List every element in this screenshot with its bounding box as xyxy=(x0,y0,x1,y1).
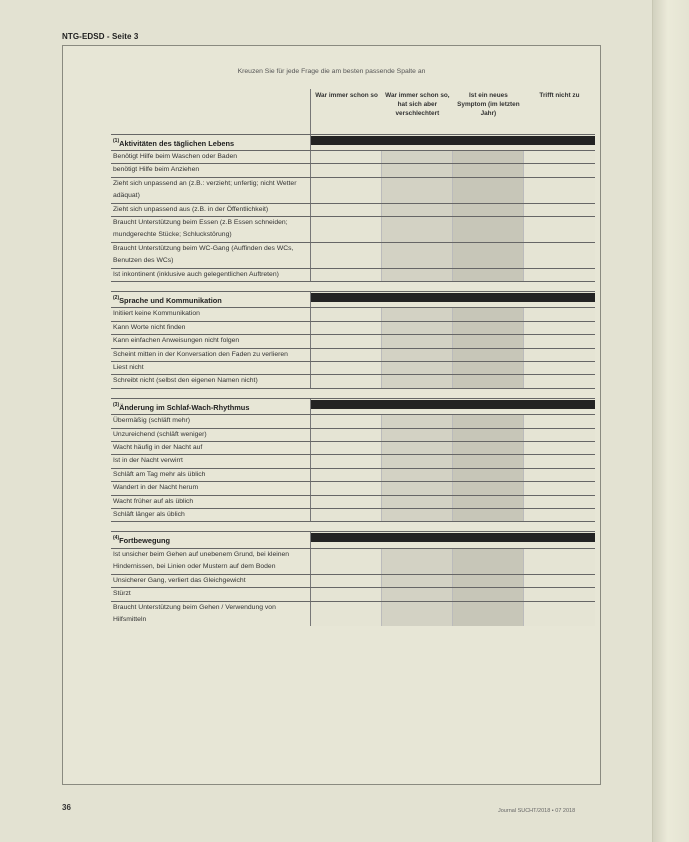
answer-cell-na[interactable] xyxy=(524,548,595,574)
item-label: Kann Worte nicht finden xyxy=(111,321,311,334)
answer-cell-new[interactable] xyxy=(453,442,524,455)
item-label: Zieht sich unpassend an (z.B.: verzieht; unfertig; nicht Wetter adäquat) xyxy=(111,177,311,203)
answer-cell-na[interactable] xyxy=(524,203,595,216)
answer-cell-na[interactable] xyxy=(524,442,595,455)
answer-cell-worsened[interactable] xyxy=(382,495,453,508)
answer-cell-na[interactable] xyxy=(524,601,595,626)
table-row xyxy=(111,177,595,203)
answer-cell-worsened[interactable] xyxy=(382,268,453,281)
answer-cell-worsened[interactable] xyxy=(382,482,453,495)
instruction-text: Kreuzen Sie für jede Frage die am besten passende Spalte an xyxy=(237,68,426,75)
item-label: benötigt Hilfe beim Anziehen xyxy=(111,164,311,177)
answer-cell-na[interactable] xyxy=(524,428,595,441)
answer-cell-worsened[interactable] xyxy=(382,164,453,177)
answer-cell-new[interactable] xyxy=(453,268,524,281)
table-row xyxy=(111,442,595,455)
answer-cell-worsened[interactable] xyxy=(382,216,453,242)
table-row xyxy=(111,548,595,574)
table-row xyxy=(111,482,595,495)
table-row xyxy=(111,348,595,361)
table-row xyxy=(111,335,595,348)
answer-cell-always[interactable] xyxy=(311,415,382,428)
section-title: $^{(1)}$Aktivitäten des täglichen Lebens xyxy=(111,134,311,150)
answer-cell-always[interactable] xyxy=(311,335,382,348)
table-row xyxy=(111,495,595,508)
table-row xyxy=(111,588,595,601)
answer-cell-always[interactable] xyxy=(311,482,382,495)
column-header-new-symptom: Ist ein neues Symptom (im letzten Jahr) xyxy=(453,89,524,134)
page-number: 36 xyxy=(62,803,71,812)
column-header-always: War immer schon so xyxy=(311,89,382,134)
page-fold-edge xyxy=(652,0,689,842)
answer-cell-worsened[interactable] xyxy=(382,375,453,388)
answer-cell-na[interactable] xyxy=(524,495,595,508)
answer-cell-new[interactable] xyxy=(453,601,524,626)
table-row xyxy=(111,415,595,428)
section-title: $^{(2)}$Sprache und Kommunikation xyxy=(111,291,311,307)
answer-cell-new[interactable] xyxy=(453,150,524,163)
item-label: Ist unsicher beim Gehen auf unebenem Grund, bei kleinen Hindernissen, bei Linien oder Mustern auf dem Boden xyxy=(111,548,311,574)
item-label: Braucht Unterstützung beim WC-Gang (Auffinden des WCs, Benutzen des WCs) xyxy=(111,242,311,268)
answer-cell-worsened[interactable] xyxy=(382,321,453,334)
answer-cell-worsened[interactable] xyxy=(382,335,453,348)
item-label: Scheint mitten in der Konversation den Faden zu verlieren xyxy=(111,348,311,361)
item-label: Wacht häufig in der Nacht auf xyxy=(111,442,311,455)
item-label: Stürzt xyxy=(111,588,311,601)
answer-cell-new[interactable] xyxy=(453,574,524,587)
answer-cell-na[interactable] xyxy=(524,375,595,388)
answer-cell-na[interactable] xyxy=(524,242,595,268)
answer-cell-na[interactable] xyxy=(524,216,595,242)
table-row xyxy=(111,468,595,481)
answer-cell-worsened[interactable] xyxy=(382,601,453,626)
item-label: Ist inkontinent (inklusive auch gelegentlichen Auftreten) xyxy=(111,268,311,281)
answer-cell-worsened[interactable] xyxy=(382,150,453,163)
header-empty-cell xyxy=(111,89,311,134)
table-row xyxy=(111,150,595,163)
section-header-row xyxy=(111,134,595,150)
table-row xyxy=(111,509,595,522)
answer-cell-new[interactable] xyxy=(453,509,524,522)
answer-cell-na[interactable] xyxy=(524,415,595,428)
item-label: Unsicherer Gang, verliert das Gleichgewicht xyxy=(111,574,311,587)
item-label: Liest nicht xyxy=(111,362,311,375)
answer-cell-na[interactable] xyxy=(524,150,595,163)
answer-cell-worsened[interactable] xyxy=(382,574,453,587)
table-header-row xyxy=(111,89,595,134)
answer-cell-always[interactable] xyxy=(311,308,382,321)
answer-cell-new[interactable] xyxy=(453,455,524,468)
answer-cell-na[interactable] xyxy=(524,482,595,495)
answer-cell-always[interactable] xyxy=(311,177,382,203)
item-label: Unzureichend (schläft weniger) xyxy=(111,428,311,441)
answer-cell-worsened[interactable] xyxy=(382,442,453,455)
table-row xyxy=(111,308,595,321)
answer-cell-always[interactable] xyxy=(311,216,382,242)
answer-cell-na[interactable] xyxy=(524,588,595,601)
answer-cell-always[interactable] xyxy=(311,442,382,455)
answer-cell-new[interactable] xyxy=(453,203,524,216)
table-row xyxy=(111,321,595,334)
answer-cell-always[interactable] xyxy=(311,495,382,508)
answer-cell-new[interactable] xyxy=(453,242,524,268)
column-header-not-applicable: Trifft nicht zu xyxy=(524,89,595,134)
item-label: Braucht Unterstützung beim Essen (z.B Essen schneiden; mundgerechte Stücke; Schluckstörung) xyxy=(111,216,311,242)
section-bar xyxy=(311,291,595,307)
table-row xyxy=(111,203,595,216)
answer-cell-worsened[interactable] xyxy=(382,177,453,203)
item-label: Wacht früher auf als üblich xyxy=(111,495,311,508)
answer-cell-always[interactable] xyxy=(311,588,382,601)
item-label: Schläft länger als üblich xyxy=(111,509,311,522)
section-bar xyxy=(311,134,595,150)
answer-cell-na[interactable] xyxy=(524,335,595,348)
item-label: Schreibt nicht (selbst den eigenen Namen nicht) xyxy=(111,375,311,388)
answer-cell-always[interactable] xyxy=(311,574,382,587)
answer-cell-worsened[interactable] xyxy=(382,588,453,601)
answer-cell-new[interactable] xyxy=(453,216,524,242)
section-bar xyxy=(311,398,595,414)
section-title: $^{(3)}$Änderung im Schlaf-Wach-Rhythmus xyxy=(111,398,311,414)
answer-cell-worsened[interactable] xyxy=(382,242,453,268)
table-row xyxy=(111,574,595,587)
answer-cell-always[interactable] xyxy=(311,428,382,441)
answer-cell-na[interactable] xyxy=(524,321,595,334)
answer-cell-new[interactable] xyxy=(453,177,524,203)
answer-cell-new[interactable] xyxy=(453,428,524,441)
answer-cell-worsened[interactable] xyxy=(382,548,453,574)
answer-cell-always[interactable] xyxy=(311,242,382,268)
answer-cell-new[interactable] xyxy=(453,164,524,177)
table-row xyxy=(111,362,595,375)
answer-cell-na[interactable] xyxy=(524,268,595,281)
table-row xyxy=(111,375,595,388)
answer-cell-new[interactable] xyxy=(453,482,524,495)
answer-cell-new[interactable] xyxy=(453,308,524,321)
item-label: Initiiert keine Kommunikation xyxy=(111,308,311,321)
item-label: Ist in der Nacht verwirrt xyxy=(111,455,311,468)
answer-cell-na[interactable] xyxy=(524,308,595,321)
answer-cell-new[interactable] xyxy=(453,588,524,601)
answer-cell-always[interactable] xyxy=(311,164,382,177)
answer-cell-new[interactable] xyxy=(453,321,524,334)
table-row xyxy=(111,455,595,468)
table-row xyxy=(111,164,595,177)
table-row xyxy=(111,268,595,281)
answer-cell-always[interactable] xyxy=(311,509,382,522)
spacer-row xyxy=(111,522,595,532)
answer-cell-always[interactable] xyxy=(311,150,382,163)
table-row xyxy=(111,242,595,268)
answer-cell-always[interactable] xyxy=(311,268,382,281)
answer-cell-worsened[interactable] xyxy=(382,509,453,522)
section-header-row xyxy=(111,291,595,307)
answer-cell-na[interactable] xyxy=(524,455,595,468)
section-header-row xyxy=(111,532,595,548)
answer-cell-new[interactable] xyxy=(453,375,524,388)
journal-reference: Journal SUCHT/2018 • 07 2018 xyxy=(498,808,576,814)
table-row xyxy=(111,428,595,441)
answer-cell-na[interactable] xyxy=(524,468,595,481)
page-header: NTG-EDSD - Seite 3 xyxy=(62,32,139,41)
answer-cell-new[interactable] xyxy=(453,468,524,481)
answer-cell-new[interactable] xyxy=(453,362,524,375)
answer-cell-worsened[interactable] xyxy=(382,308,453,321)
table-row xyxy=(111,601,595,626)
table-row xyxy=(111,216,595,242)
answer-cell-na[interactable] xyxy=(524,509,595,522)
section-title: $^{(4)}$Fortbewegung xyxy=(111,532,311,548)
spacer-row xyxy=(111,281,595,291)
answer-cell-worsened[interactable] xyxy=(382,203,453,216)
answer-cell-worsened[interactable] xyxy=(382,455,453,468)
answer-cell-always[interactable] xyxy=(311,375,382,388)
answer-cell-new[interactable] xyxy=(453,348,524,361)
answer-cell-always[interactable] xyxy=(311,321,382,334)
answer-cell-new[interactable] xyxy=(453,415,524,428)
item-label: Benötigt Hilfe beim Waschen oder Baden xyxy=(111,150,311,163)
answer-cell-always[interactable] xyxy=(311,362,382,375)
answer-cell-na[interactable] xyxy=(524,348,595,361)
spacer-row xyxy=(111,388,595,398)
answer-cell-always[interactable] xyxy=(311,348,382,361)
answer-cell-always[interactable] xyxy=(311,601,382,626)
item-label: Zieht sich unpassend aus (z.B. in der Öffentlichkeit) xyxy=(111,203,311,216)
answer-cell-new[interactable] xyxy=(453,495,524,508)
answer-cell-new[interactable] xyxy=(453,548,524,574)
questionnaire-table xyxy=(111,89,595,626)
answer-cell-always[interactable] xyxy=(311,203,382,216)
answer-cell-na[interactable] xyxy=(524,574,595,587)
answer-cell-worsened[interactable] xyxy=(382,468,453,481)
questionnaire-frame xyxy=(62,45,601,785)
answer-cell-worsened[interactable] xyxy=(382,415,453,428)
answer-cell-worsened[interactable] xyxy=(382,428,453,441)
answer-cell-worsened[interactable] xyxy=(382,362,453,375)
item-label: Wandert in der Nacht herum xyxy=(111,482,311,495)
item-label: Kann einfachen Anweisungen nicht folgen xyxy=(111,335,311,348)
answer-cell-new[interactable] xyxy=(453,335,524,348)
item-label: Übermäßig (schläft mehr) xyxy=(111,415,311,428)
answer-cell-always[interactable] xyxy=(311,468,382,481)
answer-cell-always[interactable] xyxy=(311,548,382,574)
item-label: Braucht Unterstützung beim Gehen / Verwendung von Hilfsmitteln xyxy=(111,601,311,626)
answer-cell-worsened[interactable] xyxy=(382,348,453,361)
section-bar xyxy=(311,532,595,548)
answer-cell-na[interactable] xyxy=(524,164,595,177)
answer-cell-always[interactable] xyxy=(311,455,382,468)
answer-cell-na[interactable] xyxy=(524,362,595,375)
item-label: Schläft am Tag mehr als üblich xyxy=(111,468,311,481)
column-header-worsened: War immer schon so, hat sich aber verschlechtert xyxy=(382,89,453,134)
section-header-row xyxy=(111,398,595,414)
answer-cell-na[interactable] xyxy=(524,177,595,203)
